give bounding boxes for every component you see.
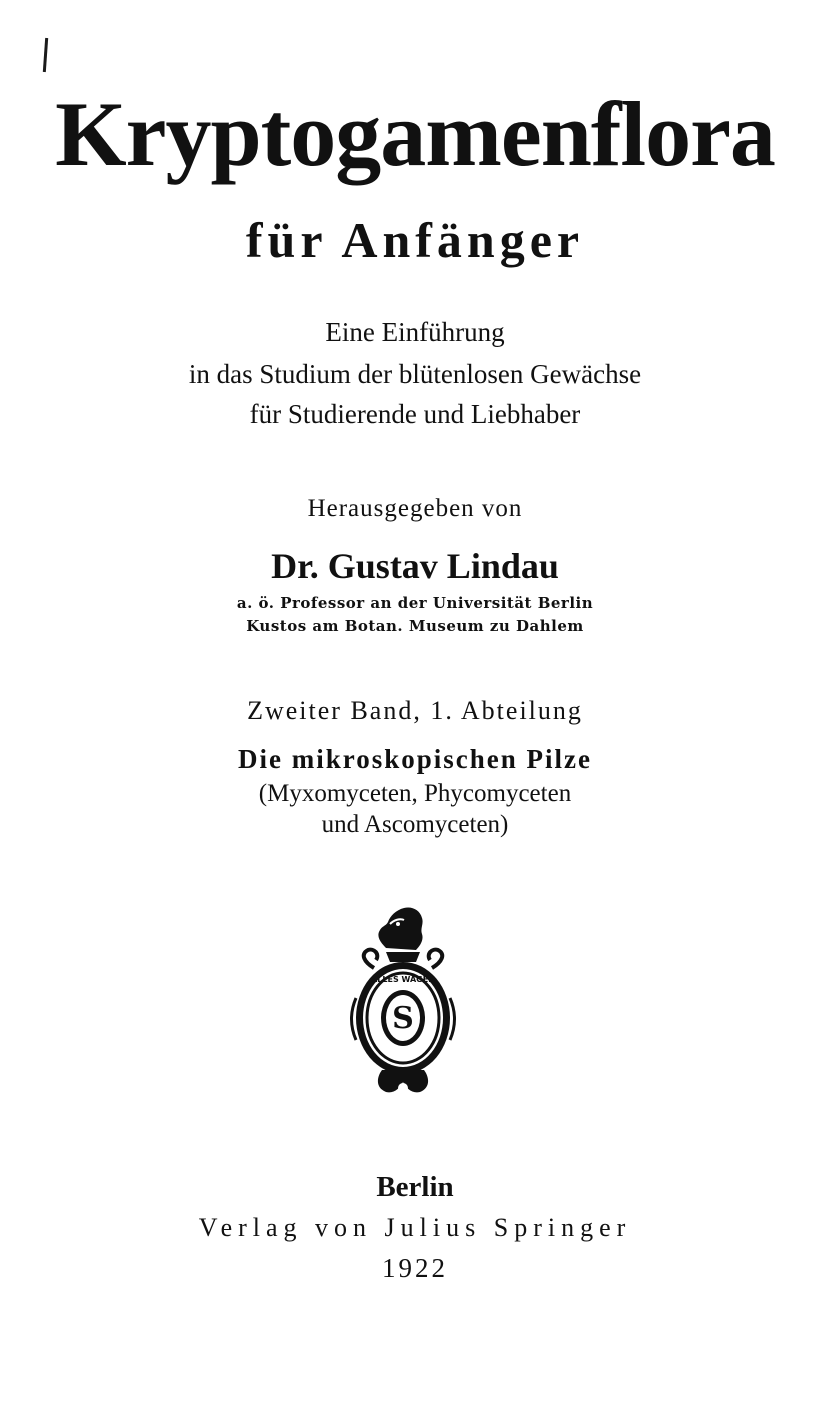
book-subtitle: für Anfänger: [245, 212, 585, 268]
imprint-publisher: Verlag von Julius Springer: [198, 1213, 632, 1242]
editor-name: Dr. Gustav Lindau: [271, 546, 559, 586]
editor-affiliation-2: Kustos am Botan. Museum zu Dahlem: [246, 617, 584, 635]
book-title: Kryptogamenflora: [55, 83, 775, 185]
volume-title: Die mikroskopischen Pilze: [237, 744, 592, 774]
description-line-3: für Studierende und Liebhaber: [249, 399, 581, 429]
emblem-motto: ALLES WAGEN: [371, 975, 435, 984]
editor-affiliation-1: a. ö. Professor an der Universität Berlin: [236, 594, 594, 612]
volume-subtitle-line-1: (Myxomyceten, Phycomyceten: [258, 780, 572, 807]
imprint-year: 1922: [382, 1253, 448, 1283]
emblem-monogram: S: [392, 1001, 414, 1036]
description-line-1: Eine Einführung: [325, 317, 505, 347]
imprint-place: Berlin: [376, 1171, 454, 1203]
springer-knight-emblem-icon: [346, 902, 460, 1100]
editor-label: Herausgegeben von: [307, 495, 523, 522]
margin-pencil-mark: [43, 38, 48, 72]
description-line-2: in das Studium der blütenlosen Gewächse: [188, 359, 642, 389]
volume-label: Zweiter Band, 1. Abteilung: [247, 696, 583, 725]
volume-subtitle-line-2: und Ascomyceten): [321, 811, 509, 838]
